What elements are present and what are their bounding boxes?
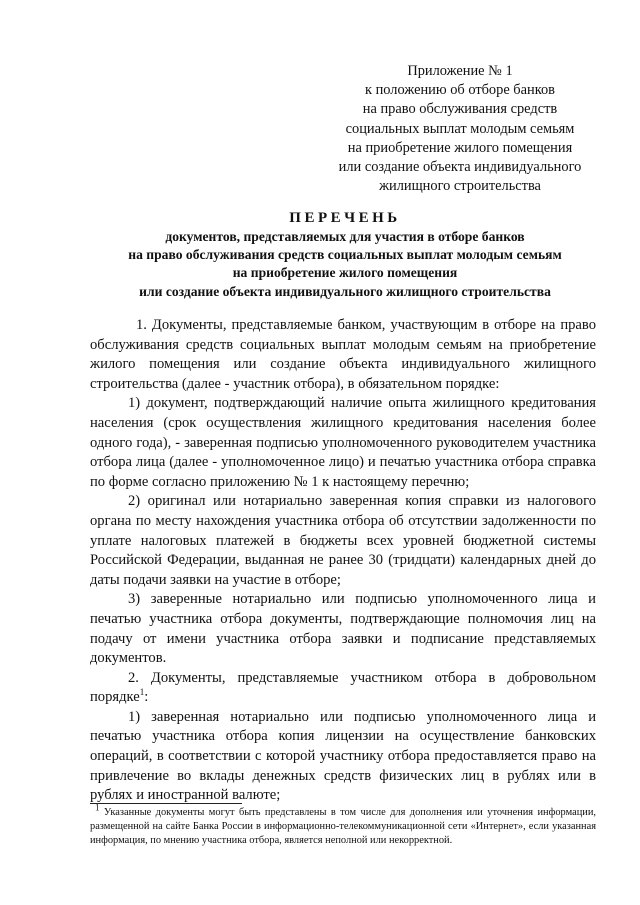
- footnote: [90, 802, 596, 849]
- paragraph-1-item-1: 1) документ, подтверждающий наличие опыта жилищного кредитования населения (срок осуществления жилищного кредитования населения более одного года), - заверенная подписью уполномоченного руководителем участника отбора лица (далее - уполномоченное лицо) и печатью участника отбора справка по форме согласно приложению № 1 к настоящему перечню;: [90, 395, 596, 490]
- appendix-line: к положению об отборе банков: [365, 82, 555, 99]
- paragraph-1: 1. Документы, представляемые банком, участвующим в отборе на право обслуживания средств социальных выплат молодым семьям на приобретение жилого помещения или создание объекта индивидуального жилищного строительства (далее - участник отбора), в обязательном порядке:: [90, 317, 596, 392]
- paragraph-2: [90, 669, 596, 708]
- footnote-text: Указанные документы могут быть представлены в том числе для дополнения или уточнения информации, размещенной на сайте Банка России в информационно-телекоммуникационной сети «Интернет», если указанная информация, по мнению участника отбора, является неполной или некорректной.: [90, 807, 596, 847]
- footnote-reference[interactable]: 1: [139, 687, 145, 698]
- paragraph-2-text: 2. Документы, представляемые участником отбора в добровольном порядке: [90, 669, 596, 706]
- appendix-header: [290, 62, 630, 196]
- appendix-line: Приложение № 1: [407, 63, 513, 79]
- document-title: ПЕРЕЧЕНЬ: [289, 210, 401, 226]
- appendix-line: жилищного строительства: [379, 178, 541, 195]
- appendix-line: социальных выплат молодым семьям: [345, 120, 575, 137]
- document-heading: [60, 208, 630, 301]
- footnote-content: [90, 802, 596, 849]
- appendix-line: на право обслуживания средств: [362, 101, 558, 118]
- paragraph-1-item-2: 2) оригинал или нотариально заверенная копия справки из налогового органа по месту нахождения участника отбора об отсутствии задолженности по уплате налоговых платежей в бюджеты всех уровней бюджетной системы Российской Федерации, выданная не ранее 30 (тридцати) календарных дней до даты подачи заявки на участие в отборе;: [90, 493, 596, 588]
- document-body: [90, 316, 596, 806]
- footnote-divider: [90, 803, 242, 804]
- document-subtitle-line: на приобретение жилого помещения: [232, 265, 458, 281]
- paragraph-2-colon: :: [144, 689, 149, 706]
- document-subtitle-line: документов, представляемых для участия в отборе банков: [165, 229, 525, 244]
- document-subtitle-line: или создание объекта индивидуального жилищного строительства: [139, 283, 551, 299]
- appendix-line: на приобретение жилого помещения: [347, 139, 573, 156]
- paragraph-2-item-1: 1) заверенная нотариально или подписью уполномоченного лица и печатью участника отбора копия лицензии на осуществление банковских операций, в соответствии с которой участнику отбора предоставляется право на привлечение во вклады денежных средств физических лиц в рублях или в рублях и иностранной валюте;: [90, 708, 596, 804]
- footnote-marker: 1: [95, 802, 100, 813]
- appendix-line: или создание объекта индивидуального: [338, 159, 582, 176]
- paragraph-1-item-3: 3) заверенные нотариально или подписью уполномоченного лица и печатью участника отбора документы, подтверждающие полномочия лиц на подачу от имени участника отбора заявки и подписание представляемых документов.: [90, 591, 596, 667]
- document-subtitle-line: на право обслуживания средств социальных выплат молодым семьям: [128, 247, 562, 263]
